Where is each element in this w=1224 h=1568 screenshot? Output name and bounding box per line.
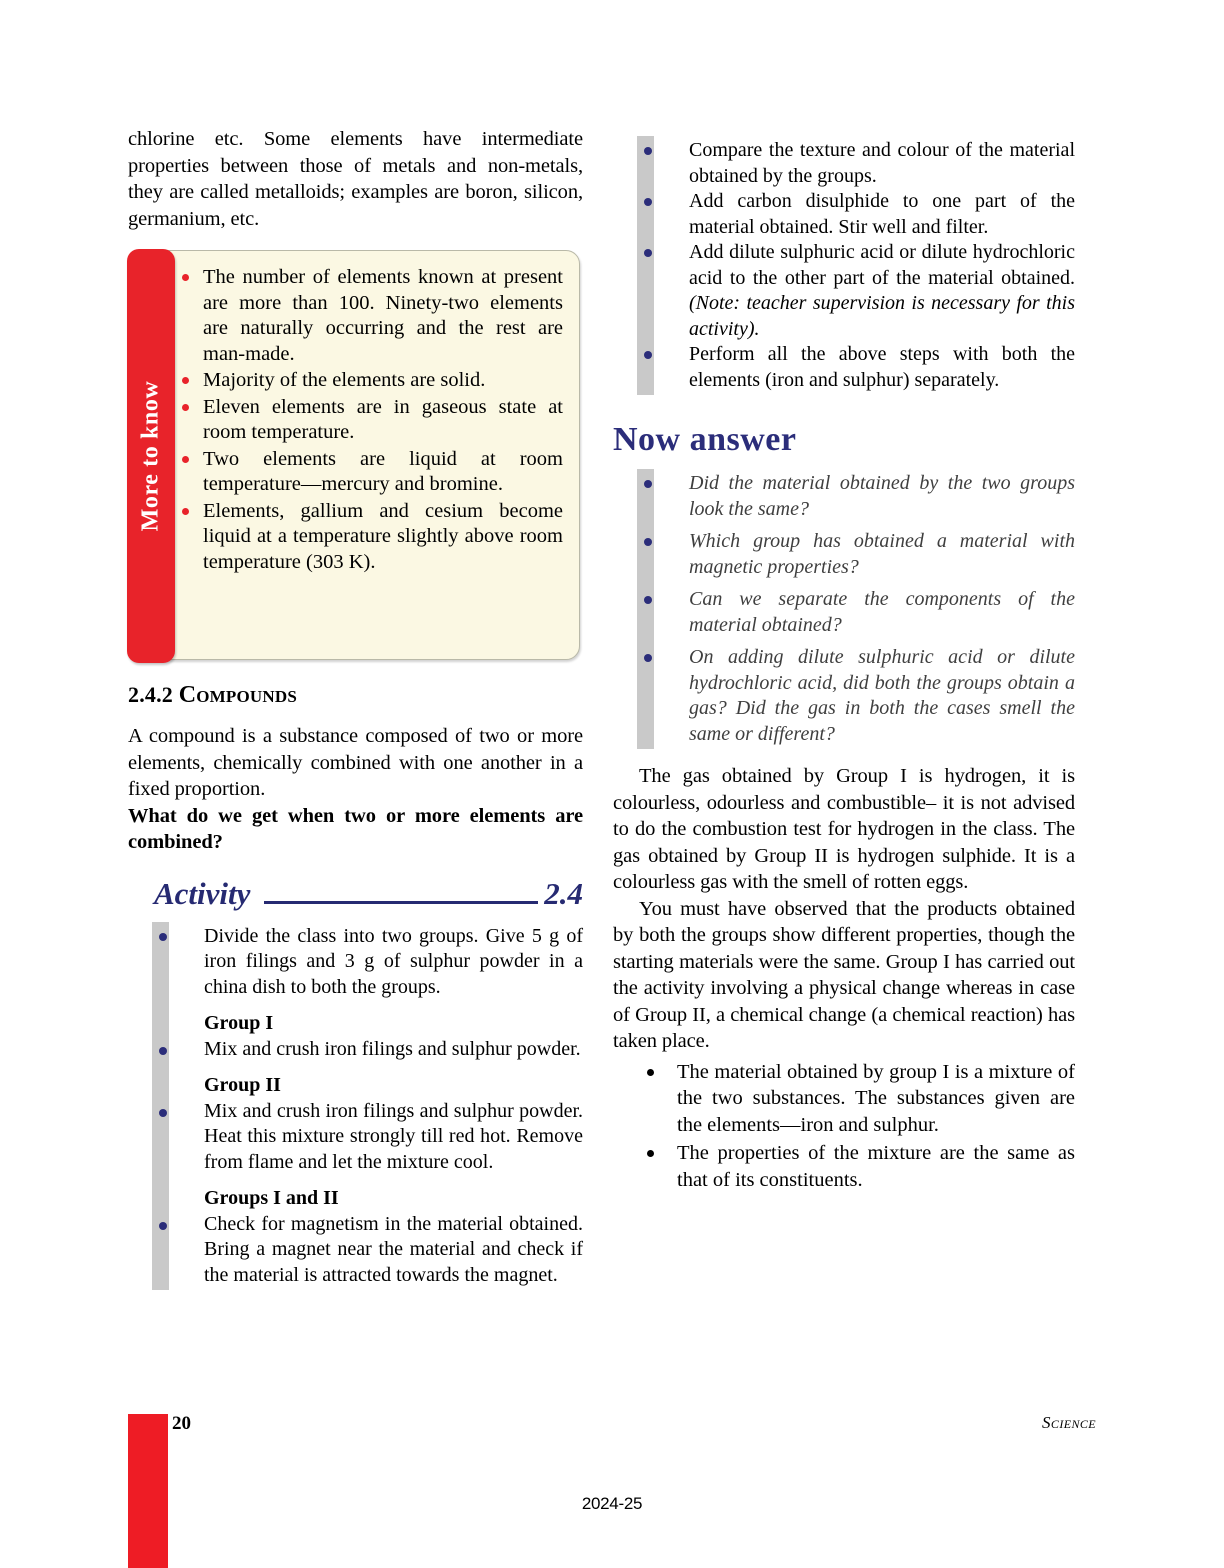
compound-definition: A compound is a substance composed of two or more elements, chemically combined with one another in a fixed proportion. xyxy=(128,725,583,800)
right-column xyxy=(613,126,1075,1193)
activity-step-text: Check for magnetism in the material obtained. Bring a magnet near the material and check if the material is attracted towards the magnet. xyxy=(204,1212,583,1286)
list-item: The material obtained by group I is a mixture of the two substances. The substances given are the elements—iron and sulphur. xyxy=(677,1059,1075,1139)
activity-step-text: Mix and crush iron filings and sulphur powder. Heat this mixture strongly till red hot. Remove from flame and let the mixture cool. xyxy=(204,1099,583,1173)
list-item: Elements, gallium and cesium become liquid at a temperature slightly above room temperature (303 K). xyxy=(203,499,563,576)
list-item: Compare the texture and colour of the material obtained by the groups. xyxy=(689,138,1075,189)
list-item: Did the material obtained by the two groups look the same? xyxy=(689,471,1075,522)
list-item: Which group has obtained a material with magnetic properties? xyxy=(689,529,1075,580)
activity-step-list-continued xyxy=(613,136,1075,395)
list-item: Perform all the above steps with both the elements (iron and sulphur) separately. xyxy=(689,342,1075,393)
group-heading: Group I xyxy=(204,1012,274,1034)
intro-paragraph: chlorine etc. Some elements have intermediate properties between those of metals and non-metals, they are called metalloids; examples are boron, silicon, germanium, etc. xyxy=(128,128,583,230)
paragraph-products: You must have observed that the products obtained by both the groups show different properties, though the starting materials were the same. Group I has carried out the activity involving a physical change whereas in case of Group II, a chemical change (a chemical reaction) has taken place. xyxy=(613,897,1075,1052)
more-to-know-list xyxy=(129,251,579,588)
compound-question: What do we get when two or more elements are combined? xyxy=(128,804,583,853)
paragraph-gas: The gas obtained by Group I is hydrogen, it is colourless, odourless and combustible– it is not advised to do the combustion test for hydrogen in the class. The gas obtained by Group II is hydrogen sulphide. It is a colourless gas with the smell of rotten eggs. xyxy=(613,765,1075,893)
list-item: The properties of the mixture are the same as that of its constituents. xyxy=(677,1140,1075,1193)
list-item: On adding dilute sulphuric acid or dilute hydrochloric acid, did both the groups obtain a gas? Did the gas in both the cases smell the same or different? xyxy=(689,645,1075,747)
list-item xyxy=(689,240,1075,342)
list-item xyxy=(204,1073,583,1175)
group-heading: Group II xyxy=(204,1074,281,1096)
list-item xyxy=(204,1011,583,1062)
conclusion-list xyxy=(613,1059,1075,1194)
now-answer-heading: Now answer xyxy=(613,421,797,458)
more-to-know-box xyxy=(128,250,580,660)
more-to-know-tab-label: More to know xyxy=(137,380,164,532)
list-item xyxy=(204,1186,583,1288)
page-number: 20 xyxy=(172,1413,191,1434)
list-item: Eleven elements are in gaseous state at room temperature. xyxy=(203,395,563,446)
more-to-know-tab xyxy=(127,249,175,663)
activity-rule xyxy=(264,901,538,904)
list-item: Add carbon disulphide to one part of the material obtained. Stir well and filter. xyxy=(689,189,1075,240)
section-title: Compounds xyxy=(178,682,297,708)
activity-step-list xyxy=(128,922,583,1291)
activity-step-text: Divide the class into two groups. Give 5 g of iron filings and 3 g of sulphur powder in a china dish to both the groups. xyxy=(204,924,583,998)
section-heading xyxy=(128,682,583,709)
list-item: Two elements are liquid at room temperature—mercury and bromine. xyxy=(203,447,563,498)
activity-label: Activity xyxy=(154,875,251,911)
list-item: Can we separate the components of the material obtained? xyxy=(689,587,1075,638)
footer-subject: Science xyxy=(1042,1413,1096,1432)
activity-number: 2.4 xyxy=(544,875,583,911)
left-column xyxy=(128,126,583,1290)
activity-step-text: Mix and crush iron filings and sulphur powder. xyxy=(204,1037,581,1060)
section-number: 2.4.2 xyxy=(128,682,173,707)
footer-year: 2024-25 xyxy=(581,1494,643,1513)
list-item: The number of elements known at present are more than 100. Ninety-two elements are naturally occurring and the rest are man-made. xyxy=(203,265,563,367)
activity-heading xyxy=(154,876,583,912)
activity-step-text: Add dilute sulphuric acid or dilute hydrochloric acid to the other part of the material obtained. xyxy=(689,241,1075,289)
list-item: Majority of the elements are solid. xyxy=(203,368,563,394)
footer-red-bar xyxy=(128,1414,168,1568)
teacher-note: (Note: teacher supervision is necessary for this activity). xyxy=(689,292,1075,340)
group-heading: Groups I and II xyxy=(204,1187,339,1209)
now-answer-question-list xyxy=(613,469,1075,749)
list-item xyxy=(204,924,583,1001)
